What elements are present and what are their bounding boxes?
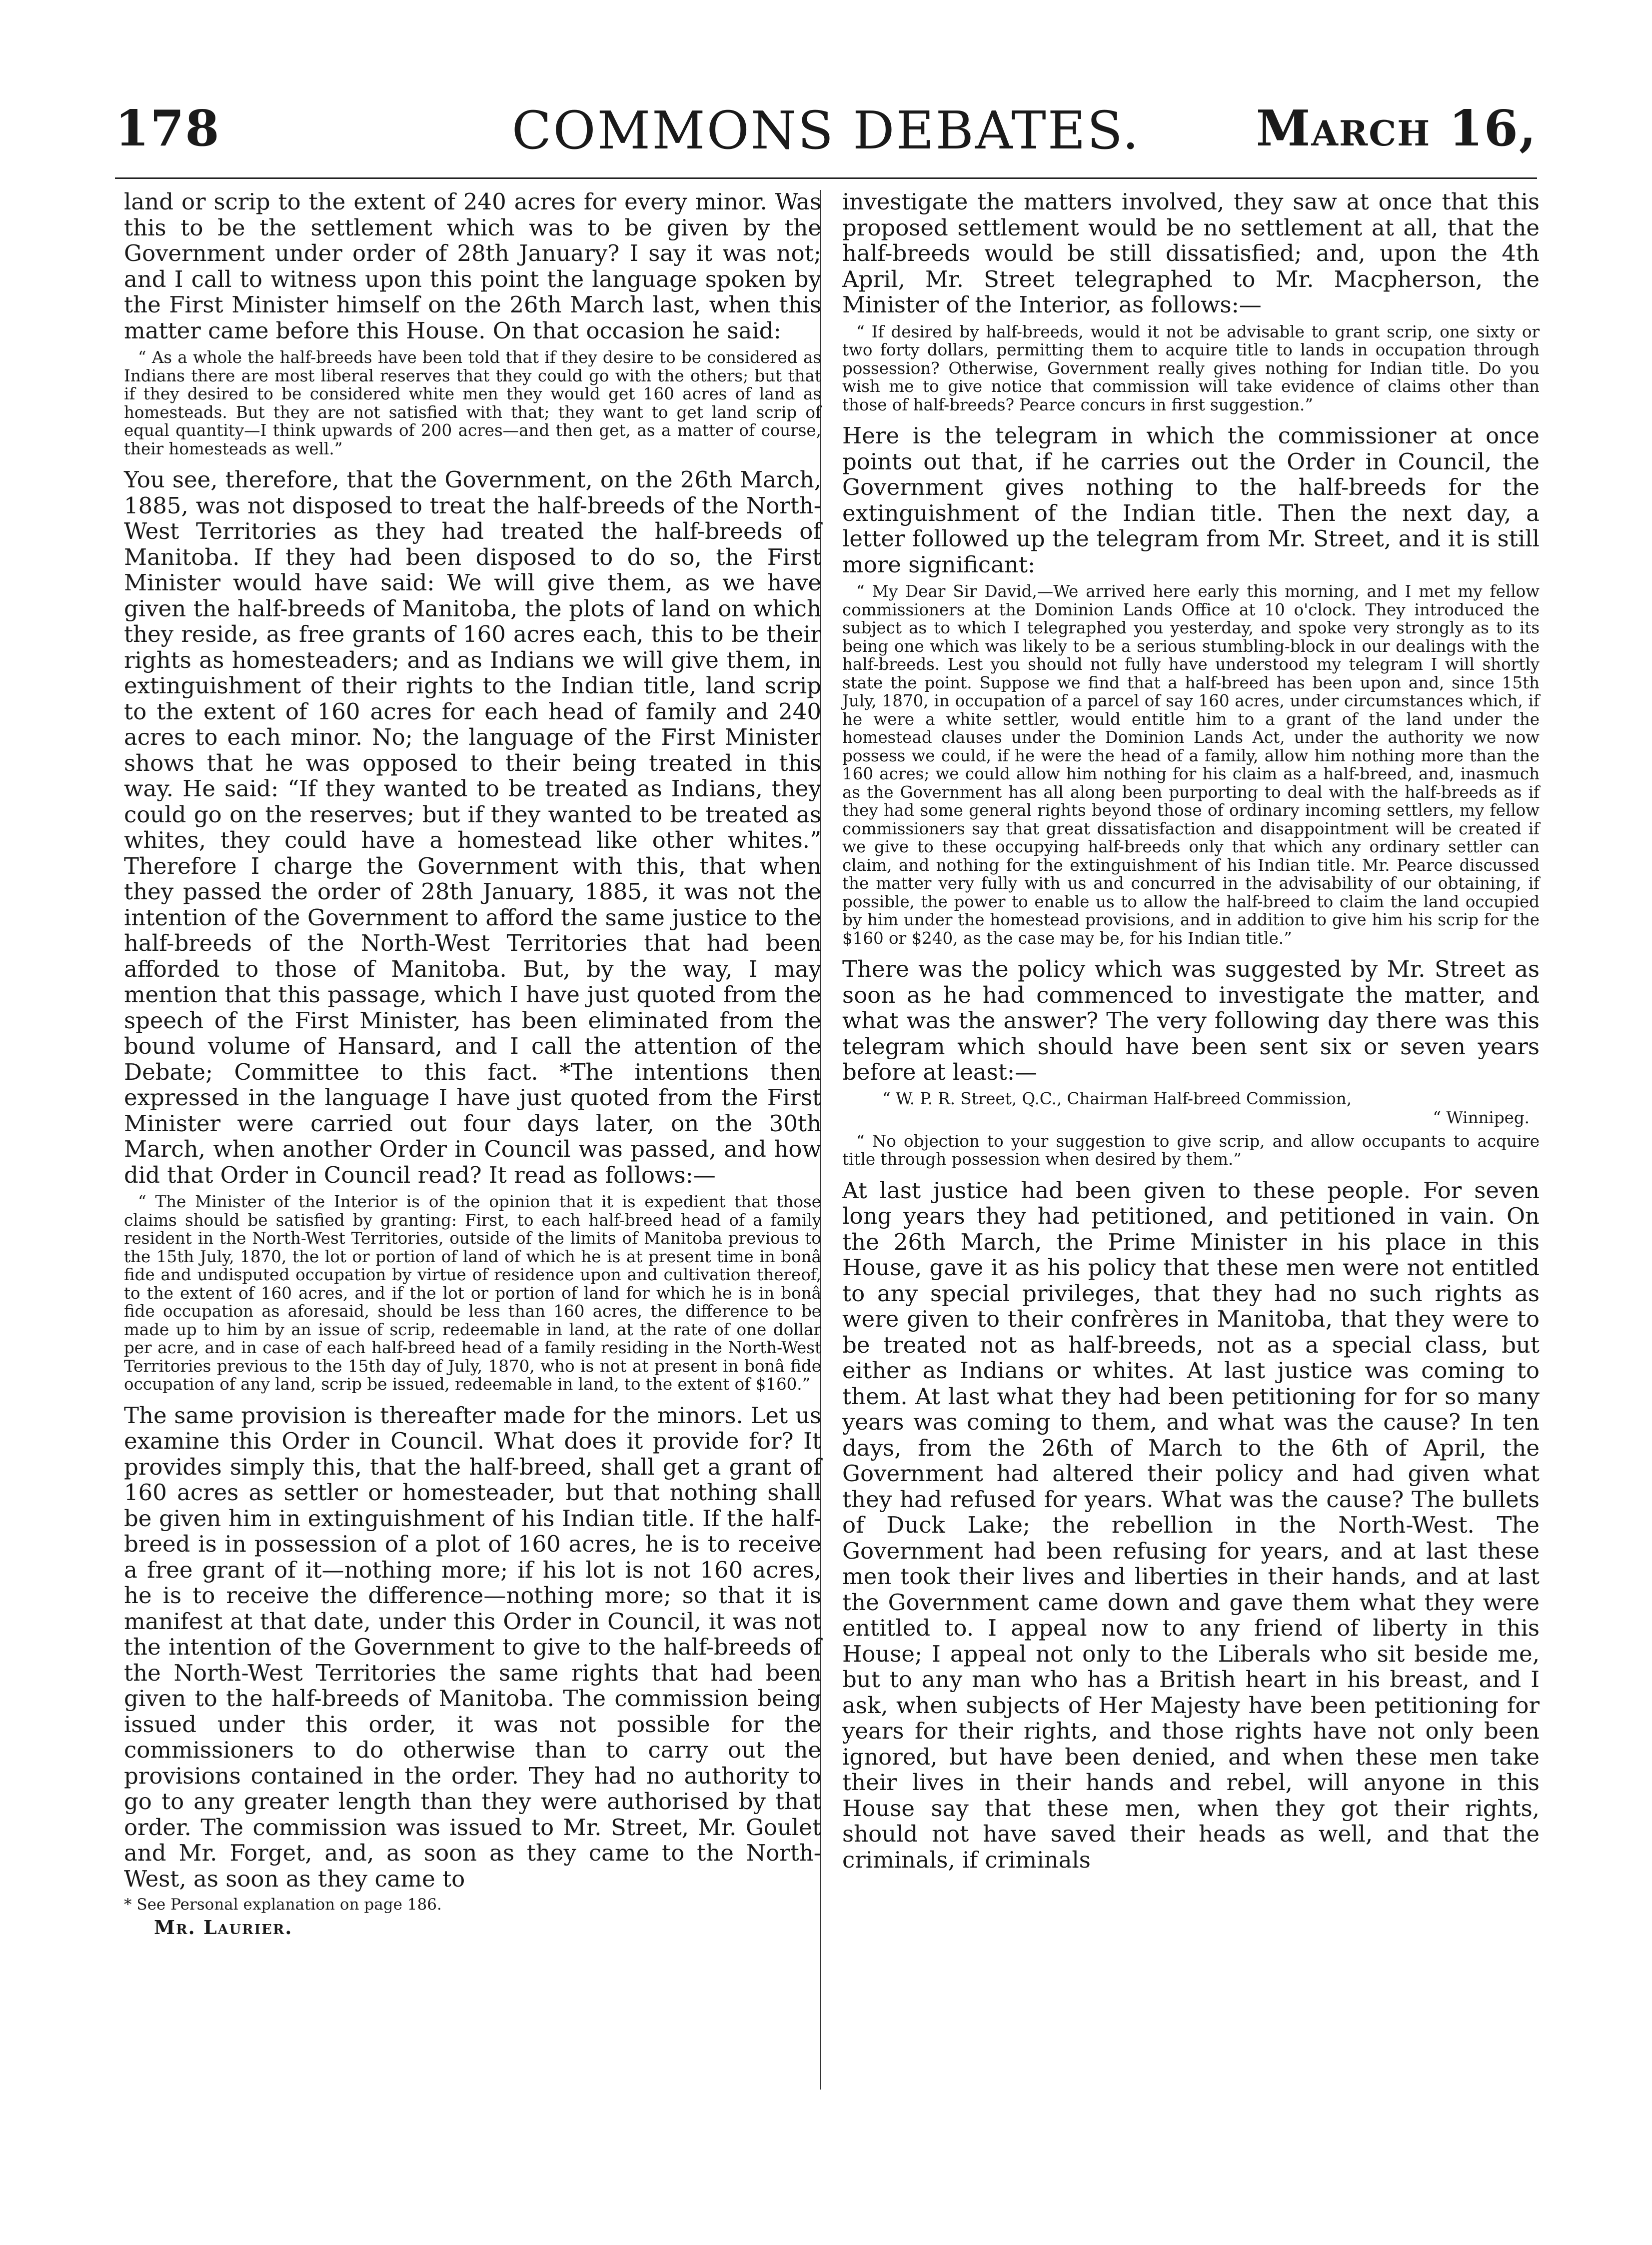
telegram-address: “ W. P. R. Street, Q.C., Chairman Half-breed Commission, xyxy=(882,1089,1352,1108)
publication-title: COMMONS DEBATES. xyxy=(511,100,1141,161)
left-column xyxy=(124,189,821,1939)
paragraph: There was the policy which was suggested by Mr. Street as soon as he had commenced to investigate the matter, and what was the answer? The very following day there was this telegram which should have been sent six or seven years before at least:— xyxy=(842,956,1540,1085)
paragraph: At last justice had been given to these people. For seven long years they had petitioned, and petitioned in vain. On the 26th March, the Prime Minister in his place in this House, gave it as his policy that these men were not entitled to any special privileges, that they had no such rights as were given to their confrères in Manitoba, that they were to be treated not as half-breeds, not as a special class, but either as Indians or whites. At last justice was coming to them. At last what they had been petitioning for for so many years was coming to them, and what was the cause? In ten days, from the 26th of March to the 6th of April, the Government had altered their policy and had given what they had refused for years. What was the cause? The bullets of Duck Lake; the rebellion in the North-West. The Government had been refusing for years, and at last these men took their lives and liberties in their hands, and at last the Government came down and gave them what they were entitled to. I appeal now to any friend of liberty in this House; I appeal not only to the Liberals who sit beside me, but to any man who has a British heart in his breast, and I ask, when subjects of Her Majesty have been petitioning for years for their rights, and those rights have not only been ignored, but have been denied, and when these men take their lives in their hands and rebel, will anyone in this House say that these men, when they got their rights, should not have saved their heads as well, and that the criminals, if criminals xyxy=(842,1177,1540,1873)
paragraph: land or scrip to the extent of 240 acres for every minor. Was this to be the settlement which was to be given by the Government under order of 28th January? I say it was not; and I call to witness upon this point the language spoken by the First Minister himself on the 26th March last, when this matter came before this House. On that occasion he said: xyxy=(124,188,821,344)
paragraph: Here is the telegram in which the commissioner at once points out that, if he carries out the Order in Council, the Government gives nothing to the half-breeds for the extinguishment of the Indian title. Then the next day, a letter followed up the telegram from Mr. Street, and it is still more significant: xyxy=(842,422,1540,578)
header-rule xyxy=(115,177,1537,179)
paragraph: You see, therefore, that the Government, on the 26th March, 1885, was not disposed to treat the half-breeds of the North-West Territories as they had treated the half-breeds of Manitoba. If they had been disposed to do so, the First Minister would have said: We will give them, as we have given the half-breeds of Manitoba, the plots of land on which they reside, as free grants of 160 acres each, this to be their rights as homesteaders; and as Indians we will give them, in extinguishment of their rights to the Indian title, land scrip to the extent of 160 acres for each head of family and 240 acres to each minor. No; the language of the First Minister shows that he was opposed to their being treated in this way. He said: “If they wanted to be treated as Indians, they could go on the reserves; but if they wanted to be treated as whites, they could have a homestead like other whites.” Therefore I charge the Government with this, that when they passed the order of 28th January, 1885, it was not the intention of the Government to afford the same justice to the half-breeds of the North-West Territories that had been afforded to those of Manitoba. But, by the way, I may mention that this passage, which I have just quoted from the speech of the First Minister, has been eliminated from the bound volume of Hansard, and I call the attention of the Debate; Committee to this fact. *The intentions then expressed in the language I have just quoted from the First Minister were carried out four days later, on the 30th March, when another Order in Council was passed, and how did that Order in Council read? It read as follows:— xyxy=(124,466,821,1188)
speaker-catchword: Mr. Laurier. xyxy=(154,1916,293,1939)
quotation: “ No objection to your suggestion to give scrip, and allow occupants to acquire title through possession when desired by them.” xyxy=(842,1131,1540,1169)
paragraph: The same provision is thereafter made for the minors. Let us examine this Order in Council. What does it provide for? It provides simply this, that the half-breed, shall get a grant of 160 acres as settler or homesteader, but that nothing shall be given him in extinguishment of his Indian title. If the half-breed is in possession of a plot of 160 acres, he is to receive a free grant of it—nothing more; if his lot is not 160 acres, he is to receive the difference—nothing more; so that it is manifest at that date, under this Order in Council, it was not the intention of the Government to give to the half-breeds of the North-West Territories the same rights that had been given to the half-breeds of Manitoba. The commission being issued under this order, it was not possible for the commissioners to do otherwise than to carry out the provisions contained in the order. They had no authority to go to any greater length than they were authorised by that order. The commission was issued to Mr. Street, Mr. Goulet and Mr. Forget, and, as soon as they came to the North-West, as soon as they came to xyxy=(124,1402,821,1892)
footnote: * See Personal explanation on page 186. xyxy=(124,1896,442,1914)
telegram-city: “ Winnipeg. xyxy=(1433,1108,1530,1127)
header-date: March 16, xyxy=(1256,100,1537,157)
page-number: 178 xyxy=(115,100,220,157)
right-column xyxy=(842,189,1540,1877)
page-header xyxy=(115,100,1537,175)
quotation: “ If desired by half-breeds, would it not be advisable to grant scrip, one sixty or two forty dollars, permitting them to acquire title to lands in occupation through possession? Otherwise, Government really gives nothing for Indian title. Do you wish me to give notice that commission will take evidence of claims other than those of half-breeds? Pearce concurs in first suggestion.” xyxy=(842,322,1540,414)
paragraph: investigate the matters involved, they saw at once that this proposed settlement would be no settlement at all, that the half-breeds would be still dissatisfied; and, upon the 4th April, Mr. Street telegraphed to Mr. Macpherson, the Minister of the Interior, as follows:— xyxy=(842,188,1540,318)
quotation: “ As a whole the half-breeds have been told that if they desire to be considered as Indians there are most liberal reserves that they could go with the others; but that if they desired to be considered white men they would get 160 acres of land as homesteads. But they are not satisfied with that; they want to get land scrip of equal quantity—I think upwards of 200 acres—and then get, as a matter of course, their homesteads as well.” xyxy=(124,348,821,458)
quotation: “ The Minister of the Interior is of the opinion that it is expedient that those claims should be satisfied by granting: First, to each half-breed head of a family resident in the North-West Territories, outside of the limits of Manitoba previous to the 15th July, 1870, the lot or portion of land of which he is at present time in bonâ fide and undisputed occupation by virtue of residence upon and cultivation thereof, to the extent of 160 acres, and if the lot or portion of land for which he is in bonâ fide occupation as aforesaid, should be less than 160 acres, the difference to be made up to him by an issue of scrip, redeemable in land, at the rate of one dollar per acre, and in case of each half-breed head of a family residing in the North-West Territories previous to the 15th day of July, 1870, who is not at present in bonâ fide occupation of any land, scrip be issued, redeemable in land, to the extent of $160.” xyxy=(124,1192,821,1394)
quotation: “ My Dear Sir David,—We arrived here early this morning, and I met my fellow commissioners at the Dominion Lands Office at 10 o'clock. They introduced the subject as to which I telegraphed you yesterday, and spoke very strongly as to its being one which was likely to be a serious stumbling-block in our dealings with the half-breeds. Lest you should not fully have understood my telegram I will shortly state the point. Suppose we find that a half-breed has been upon and, since 15th July, 1870, in occupation of a parcel of say 160 acres, under circumstances which, if he were a white settler, would entitle him to a grant of the land under the homestead clauses under the Dominion Lands Act, under the authority we now possess we could, if he were the head of a family, allow him nothing more than the 160 acres; we could allow him nothing for his claim as a half-breed, and, inasmuch as the Government has all along been purporting to deal with the half-breeds as if they had some general rights beyond those of ordinary incoming settlers, my fellow commissioners say that great dissatisfaction and disappointment will be created if we give to these occupying half-breeds only that which any ordinary settler can claim, and nothing for the extinguishment of his Indian title. Mr. Pearce discussed the matter very fully with us and concurred in the advisability of our obtaining, if possible, the power to enable us to allow the half-breed to claim the land occupied by him under the homestead provisions, and in addition to give him his scrip for the $160 or $240, as the case may be, for his Indian title.” xyxy=(842,582,1540,948)
